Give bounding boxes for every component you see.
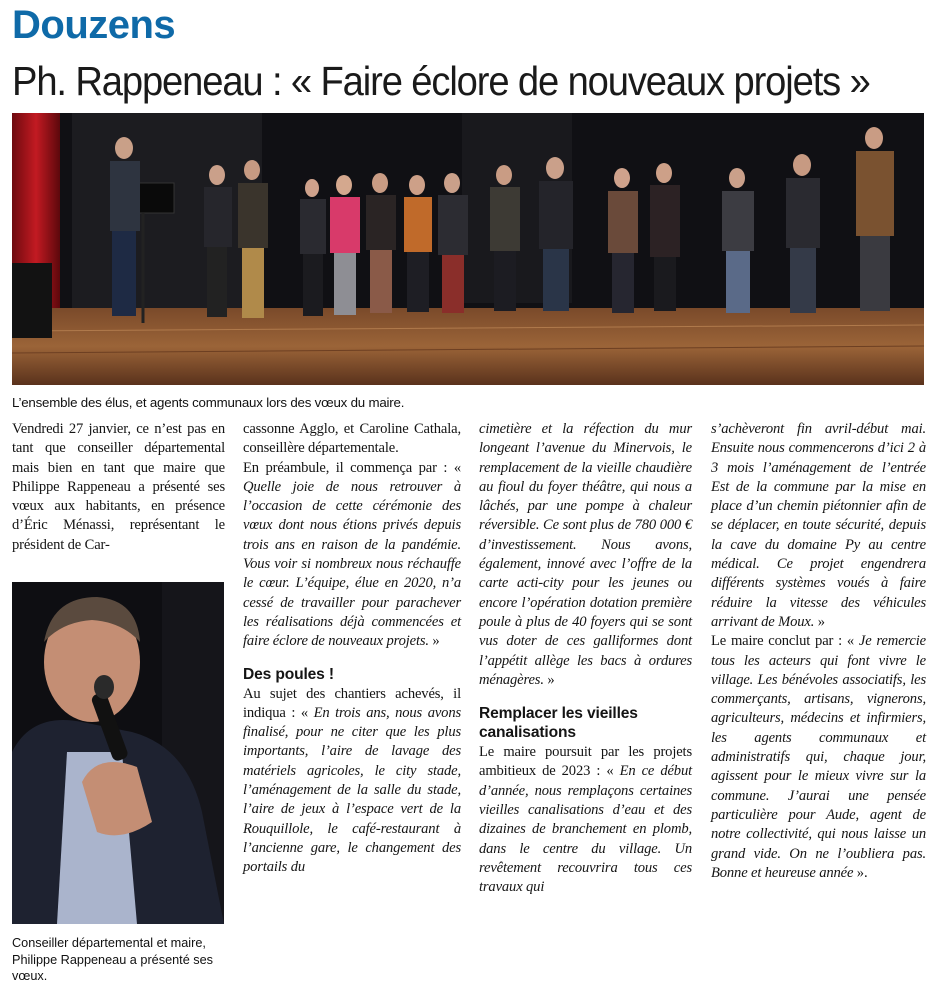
paragraph	[243, 685, 461, 878]
quote-text: En ce début d’année, nous remplaçons certaines vieilles canalisations d’eau et des dizaines de branchement en plomb, dans le centre du village. Un revêtement recouvrira tous ces travaux qui	[479, 763, 692, 896]
paragraph	[479, 420, 692, 690]
quote-close: »	[814, 613, 825, 630]
subheading-des-poules: Des poules !	[243, 665, 334, 683]
quote-close: ».	[853, 864, 868, 881]
paragraph	[711, 420, 926, 632]
quote-close: »	[543, 671, 555, 688]
stage-group-photo	[12, 113, 924, 385]
article-intro: Vendredi 27 janvier, ce n’est pas en tant que conseiller départemental mais bien en tant que maire que Philippe Rappeneau a présenté ses vœux aux habitants, en présence d’Éric Ménassi, représentant le président de Car-	[12, 421, 225, 553]
section-kicker: Douzens	[12, 3, 176, 47]
paragraph-lead: Le maire conclut par : «	[711, 633, 859, 650]
paragraph-lead: En préambule, il commença par : «	[243, 459, 461, 476]
paragraph	[479, 743, 692, 897]
quote-text: En trois ans, nous avons finalisé, pour ne citer que les plus importants, l’aire de lavage des matériels agricoles, le city stade, l’aménagement de la salle du stade, l’aire de jeux à l’espace vert de la Rouquillole, le café-restaurant à l’ancienne gare, le changement des portails du	[243, 704, 461, 876]
quote-text: s’achèveront fin avril-début mai. Ensuite nous commencerons d’ici 2 à 3 mois l’aménagement de l’entrée Est de la commune par la mise en place d’un chemin piétonnier afin de se déplacer, en toute sécurité, depuis la cave du domaine Py au centre médical. Ce projet engendrera différents systèmes voués à faire réduire la vitesse des véhicules arrivant de Moux.	[711, 421, 926, 630]
paragraph	[243, 459, 461, 652]
article-column-3	[479, 420, 692, 898]
paragraph-lead: Le maire poursuit par les projets ambitieux de 2023 : «	[479, 744, 692, 780]
paragraph: cassonne Agglo, et Caroline Cathala, conseillère départementale.	[243, 421, 461, 457]
article-column-4	[711, 420, 926, 883]
article-column-2	[243, 420, 461, 878]
article-headline: Ph. Rappeneau : « Faire éclore de nouveaux projets »	[12, 58, 870, 104]
main-photo-caption: L’ensemble des élus, et agents communaux lors des vœux du maire.	[12, 395, 405, 410]
article-column-1	[12, 420, 225, 555]
mayor-portrait-photo	[12, 582, 224, 924]
paragraph-lead: Au sujet des chantiers achevés, il indiqua : «	[243, 685, 461, 721]
quote-text: Quelle joie de nous retrouver à l’occasion de cette cérémonie des vœux dont nous étions privés depuis trois ans en raison de la pandémie. Vous voir si nombreux nous réchauffe le cœur. L’équipe, élue en 2020, n’a cessé de travailler pour parachever les réalisations déjà commencées et faire éclore de nouveaux projets.	[243, 478, 461, 650]
paragraph	[711, 632, 926, 883]
subheading-canalisations: Remplacer les vieilles canalisations	[479, 705, 638, 742]
portrait-caption: Conseiller départemental et maire, Philippe Rappeneau a présenté ses vœux.	[12, 936, 214, 983]
quote-close: »	[428, 633, 440, 650]
quote-text: Je remercie tous les acteurs qui font vivre le village. Les bénévoles associatifs, les commerçants, artisans, vignerons, agriculteurs, médecins et infirmiers, les agents communaux et administratifs qui, chaque jour, agissent pour le mieux vivre sur la commune. J’aurai une pensée particulière pour Aude, agent de notre collectivité, qui nous laisse un grand vide. On ne l’oubliera pas. Bonne et heureuse année	[711, 633, 926, 881]
quote-text: cimetière et la réfection du mur longeant l’avenue du Minervois, le remplacement de la vieille chaudière au fioul du foyer théâtre, qui nous a lâchés, par une pompe à chaleur réversible. Ce sont plus de 780 000 € d’investissement. Nous avons, également, innové avec l’offre de la carte acti-city pour les jeunes ou encore l’opération dotation première poule à plus de 40 foyers qui se sont vus doter de ces galliformes dont l’appétit allège les bacs à ordures ménagères.	[479, 421, 692, 688]
